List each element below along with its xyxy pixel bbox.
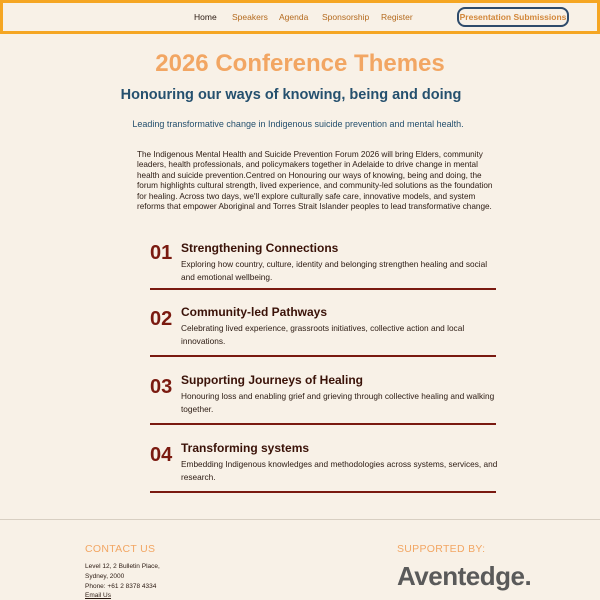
email-us-link[interactable]: Email Us <box>85 592 112 599</box>
presentation-submissions-button[interactable]: Presentation Submissions <box>457 7 569 27</box>
theme-item <box>150 304 496 357</box>
theme-title: Supporting Journeys of Healing <box>181 373 364 387</box>
theme-description: Honouring loss and enabling grief and grieving through collective healing and walking together. <box>181 391 495 414</box>
theme-number: 01 <box>150 242 173 264</box>
page-title: 2026 Conference Themes <box>155 50 445 77</box>
theme-item <box>150 240 496 290</box>
theme-title: Strengthening Connections <box>181 241 339 255</box>
nav-home-link[interactable]: Home <box>194 12 217 22</box>
lead-text: Leading transformative change in Indigenous suicide prevention and mental health. <box>132 119 464 129</box>
intro-paragraph: The Indigenous Mental Health and Suicide Prevention Forum 2026 will bring Elders, community leaders, health professionals, and policymakers together in Adelaide to drive change in mental health and suicide prevention.Centred on Honouring our ways of knowing, being and doing, the forum highlights cultural strength, lived experience, and community-led solutions as the foundation for healing. Across two days, we'll explore culturally safe care, innovative models, and system reforms that empower Aboriginal and Torres Strait Islander peoples to lead transformative change. <box>137 150 493 212</box>
sponsor-logo: Aventedge. <box>397 561 532 591</box>
address-line-2: Sydney, 2000 <box>85 573 125 580</box>
theme-number: 03 <box>150 376 173 398</box>
supported-by-heading: SUPPORTED BY: <box>397 543 486 555</box>
site-header <box>0 0 600 34</box>
theme-description: Celebrating lived experience, grassroots initiatives, collective action and local innovations. <box>181 323 465 346</box>
page-subtitle: Honouring our ways of knowing, being and doing <box>120 87 462 103</box>
theme-title: Community-led Pathways <box>181 305 328 319</box>
phone-number: Phone: +61 2 8378 4334 <box>85 583 157 590</box>
theme-item <box>150 372 496 425</box>
theme-item <box>150 440 496 493</box>
theme-title: Transforming systems <box>181 441 310 455</box>
nav-sponsorship-link[interactable]: Sponsorship <box>322 12 370 22</box>
nav-agenda-link[interactable]: Agenda <box>279 12 309 22</box>
footer-divider <box>0 519 600 520</box>
theme-number: 04 <box>150 444 173 466</box>
nav-register-link[interactable]: Register <box>381 12 413 22</box>
nav-speakers-link[interactable]: Speakers <box>232 12 268 22</box>
contact-heading: CONTACT US <box>85 543 156 555</box>
theme-description: Embedding Indigenous knowledges and methodologies across systems, services, and research. <box>181 459 498 482</box>
theme-description: Exploring how country, culture, identity and belonging strengthen healing and social and emotional wellbeing. <box>181 259 488 282</box>
theme-number: 02 <box>150 308 173 330</box>
address-line-1: Level 12, 2 Bulletin Place, <box>85 563 160 570</box>
